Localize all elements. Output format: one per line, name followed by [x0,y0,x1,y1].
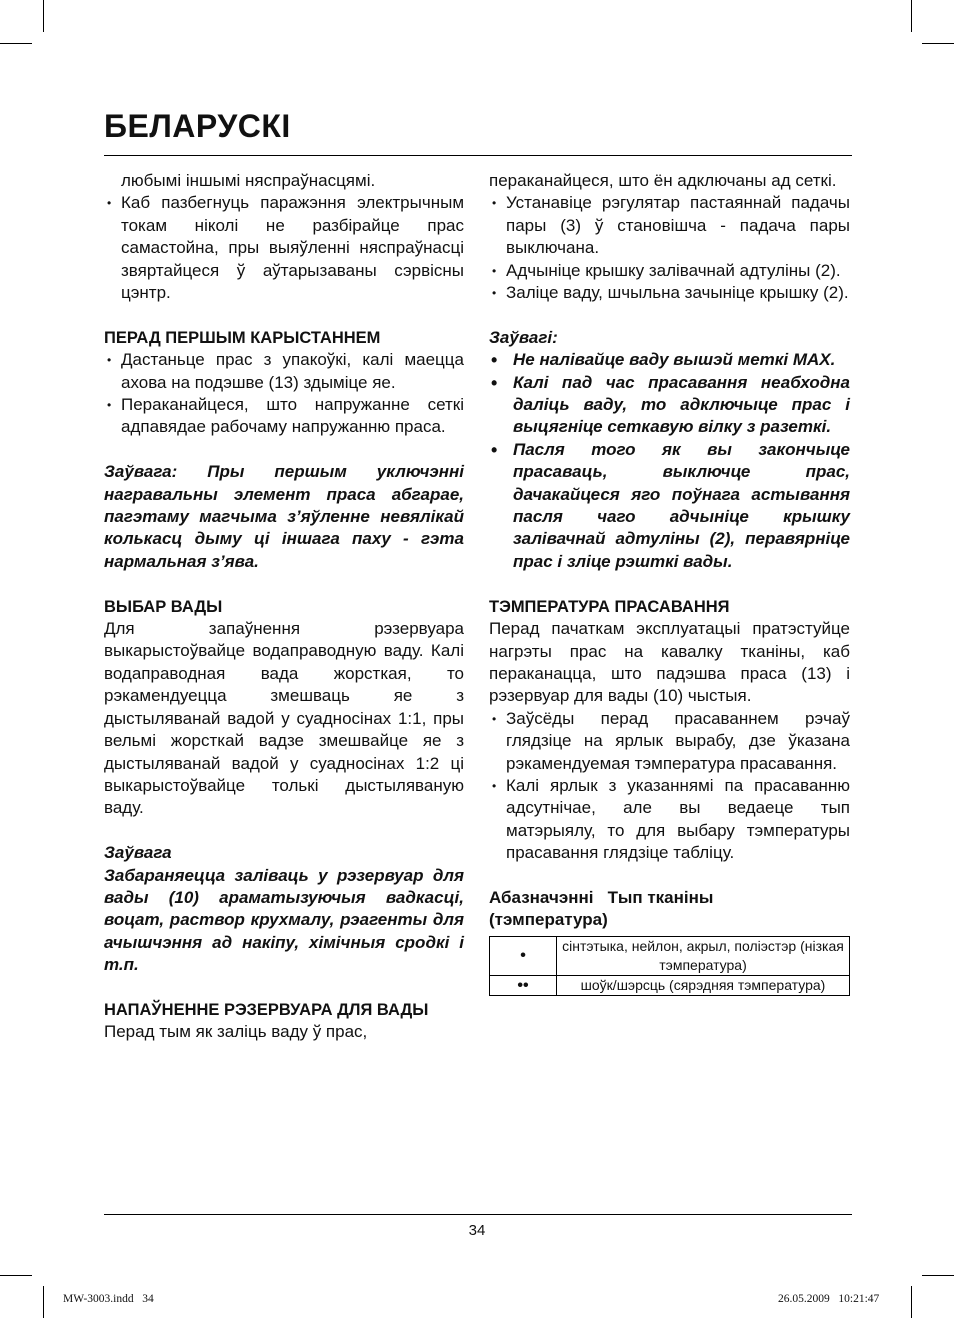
symbol-cell: •• [490,975,557,995]
temp-heading: ТЭМПЕРАТУРА ПРАСАВАННЯ [489,597,730,616]
list-item: • Пераканайцеся, што напружанне сеткі адпавядае рабочаму напружанню праса. [104,394,464,439]
list-item: • Заліце ваду, шчыльна зачыніце крышку (2). [489,282,850,304]
note-warning-title: Заўвага [104,843,172,863]
fill-continuation: пераканайцеся, што ён адключаны ад сеткі. [489,171,837,190]
file-info: MW-3003.indd 34 [63,1293,154,1305]
table-row [490,936,850,975]
note-warning-text: Забараняецца заліваць у рэзервуар для вады (10) араматызуючыя вадкасці, воцат, раствор крухмалу, рэагенты для ачышчэння ад накіпу, хімічныя сродкі і т.п. [104,865,464,975]
note-item: • Калі пад час прасавання неабходна даліць ваду, то адключыце прас і выцягніце сеткавую вілку з разеткі. [489,372,850,439]
water-text: Для запаўнення рэзервуара выкарыстоўвайце водаправодную ваду. Калі водаправодная вада жорсткая, то рэкамендуецца змешваць яе з дыстыляванай вадой у суадносінах 1:1, пры вельмі жорсткай вадзе змешвайце яе з дыстыляванай вадой у суадносінах 1:2 ці выкарыстоўвайце толькі дыстыляваную ваду. [104,619,464,818]
intro-continuation: любымі іншымі няспраўнасцямі. [121,171,376,190]
table-heading [489,887,850,932]
crop-mark [922,1275,954,1276]
list-item: • Адчыніце крышку залівачнай адтуліны (2). [489,260,850,282]
note-item: • Пасля того як вы закончыце прасаваць, выключце прас, дачакайцеся яго поўнага астывання пасля чаго адчыніце крышку залівачнай адтуліны (2), перавярніце прас і зліце рэшткі вады. [489,439,850,573]
page-number: 34 [468,1222,486,1239]
notes-heading: Заўвагі: [489,327,558,347]
right-column [489,170,850,996]
table-heading-symbols: Абазначэнні [489,887,594,907]
crop-mark [0,1275,32,1276]
before-use-heading: ПЕРАД ПЕРШЫМ КАРЫСТАННЕМ [104,328,381,347]
date-info: 26.05.2009 10:21:47 [778,1293,880,1305]
list-item: • Устанавіце рэгулятар пастаяннай падачы пары (3) ў становішча - падача пары выключана. [489,192,850,259]
note-first-use: Заўвага: Пры першым уключэнні награвальны элемент праса абгарае, пагэтаму магчыма з’яўленне невялікай колькасц дыму ці іншага паху - гэта нармальная з’ява. [104,462,464,571]
list-item: • Заўсёды перад прасаваннем рэчаў глядзіце на ярлык вырабу, дзе ўказана рэкамендуемая тэмпература прасавання. [489,708,850,775]
left-column [104,170,464,1044]
table-row [490,975,850,995]
intro-bullet: • Каб пазбегнуць паражэння электрычным токам ніколі не разбірайце прас самастойна, пры выяўленні няспраўнасці звяртайцеся ў аўтарызаваны сэрвісны цэнтр. [104,192,464,304]
list-item: • Дастаньце прас з упакоўкі, калі маецца ахова на подэшве (13) здыміце яе. [104,349,464,394]
crop-mark [911,1286,912,1318]
note-item: • Не налівайце ваду вышэй меткі MAX. [489,349,850,371]
crop-mark [911,0,912,32]
fabric-cell: шоўк/шэрсць (сярэдняя тэмпература) [557,975,850,995]
crop-mark [0,43,32,44]
crop-mark [43,0,44,32]
fill-text: Перад тым як заліць ваду ў прас, [104,1022,368,1042]
footer-rule [104,1214,852,1215]
temperature-table [489,936,850,996]
fill-heading: НАПАЎНЕННЕ РЭЗЕРВУАРА ДЛЯ ВАДЫ [104,1000,429,1019]
symbol-cell: • [490,936,557,975]
table-heading-temp: (тэмпература) [489,910,608,930]
header-rule [104,155,852,156]
fabric-cell: сінтэтыка, нейлон, акрыл, поліэстэр (нізкая тэмпература) [557,936,850,975]
water-heading: ВЫБАР ВАДЫ [104,597,223,616]
temp-text: Перад пачаткам эксплуатацыі пратэстуйце нагрэты прас на кавалку тканіны, каб пераканацца, што падэшва праса (13) і рэзервуар для вады (10) чыстыя. [489,619,850,706]
crop-mark [43,1286,44,1318]
crop-mark [922,43,954,44]
table-heading-fabric: Тып тканіны [607,887,714,907]
page-title: БЕЛАРУСКІ [104,108,291,144]
list-item: • Калі ярлык з указаннямі па прасаванню адсутнічае, але вы ведаеце тып матэрыялу, то для выбару тэмпературы прасавання глядзіце табліцу. [489,775,850,865]
